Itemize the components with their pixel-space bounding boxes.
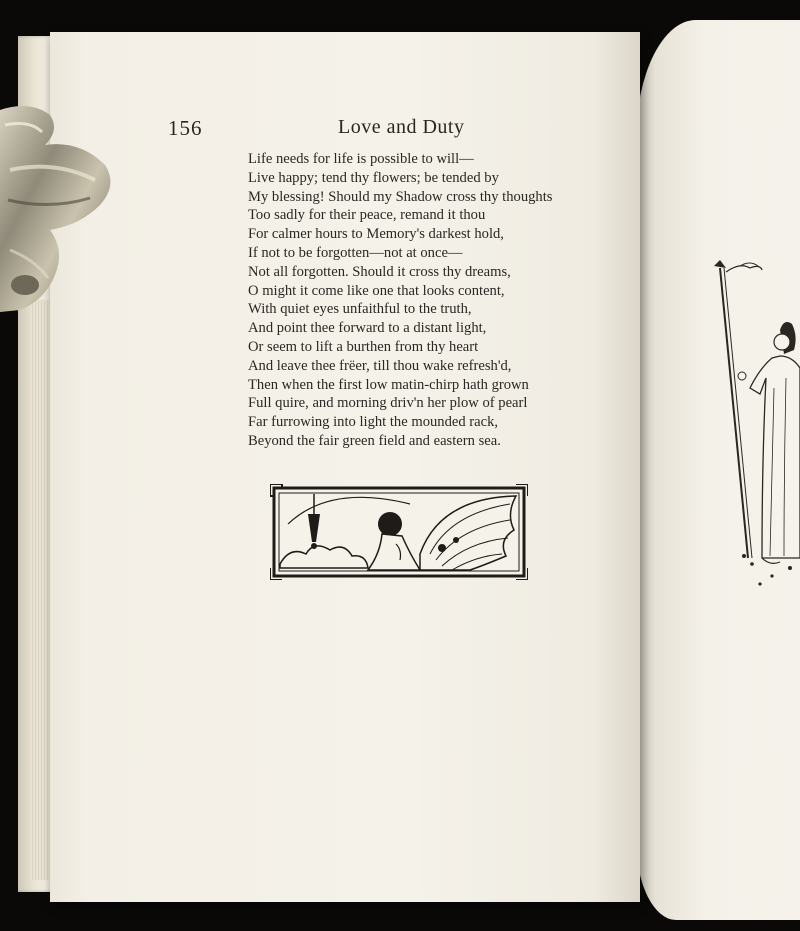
poem-line: Full quire, and morning driv'n her plow of pearl (248, 395, 528, 412)
poem-line: And point thee forward to a distant light, (248, 320, 487, 337)
poem-line: My blessing! Should my Shadow cross thy thoughts (248, 188, 553, 205)
poem-line: Not all forgotten. Should it cross thy dreams, (248, 263, 511, 280)
robed-figure-icon (700, 258, 800, 593)
poem-line: Life needs for life is possible to will— (248, 151, 474, 167)
poem-line: With quiet eyes unfaithful to the truth, (248, 301, 472, 318)
poem-line: Then when the first low matin-chirp hath grown (248, 376, 529, 393)
poem-line: And leave thee frëer, till thou wake refresh'd, (248, 357, 512, 374)
angel-vignette-icon (270, 484, 528, 580)
poem-text (248, 150, 608, 451)
running-title: Love and Duty (338, 116, 465, 138)
poem-line: Far furrowing into light the mounded rack, (248, 414, 499, 431)
poem-line: Beyond the fair green field and eastern sea. (248, 432, 501, 449)
poem-line: O might it come like one that looks content, (248, 282, 505, 299)
poem-line: If not to be forgotten—not at once— (248, 244, 463, 261)
poem-line: Too sadly for their peace, remand it thou (248, 207, 486, 224)
poem-line: Live happy; tend thy flowers; be tended by (248, 169, 499, 186)
book-clip-icon (0, 100, 115, 315)
poem-line: Or seem to lift a burthen from thy heart (248, 338, 479, 355)
poem-line: For calmer hours to Memory's darkest hold, (248, 226, 504, 243)
page-number: 156 (168, 116, 203, 140)
